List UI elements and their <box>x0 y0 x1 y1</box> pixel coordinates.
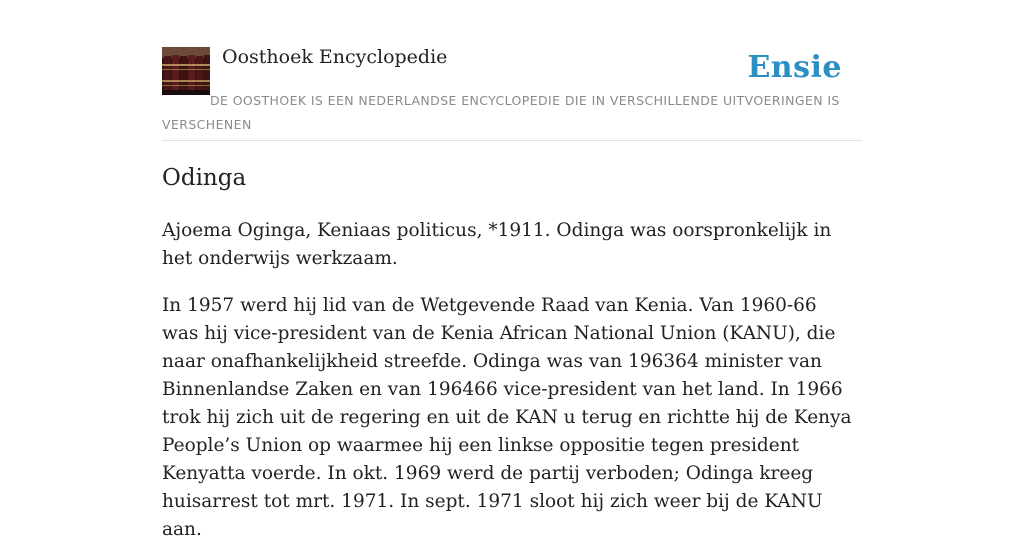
encyclopedia-books-icon[interactable] <box>162 47 210 95</box>
article <box>162 160 852 544</box>
article-title: Odinga <box>162 165 247 191</box>
article-paragraph: Ajoema Oginga, Keniaas politicus, *1911. Odinga was oorspronkelijk in het onderwijs werkzaam. <box>162 220 832 269</box>
source-description: DE OOSTHOEK IS EEN NEDERLANDSE ENCYCLOPEDIE DIE IN VERSCHILLENDE UITVOERINGEN IS VERSCHENEN <box>162 93 840 132</box>
source-title[interactable]: Oosthoek Encyclopedie <box>222 46 448 68</box>
brand-logo[interactable]: Ensie <box>747 50 842 85</box>
source-header <box>162 0 862 141</box>
article-paragraph: In 1957 werd hij lid van de Wetgevende Raad van Kenia. Van 1960-66 was hij vice-president van de Kenia African National Union (KANU), die naar onafhankelijkheid streefde. Odinga was van 196364 minister van Binnenlandse Zaken en van 196466 vice-president van het land. In 1966 trok hij zich uit de regering en uit de KAN u terug en richtte hij de Kenya People’s Union op waarmee hij een linkse oppositie tegen president Kenyatta voerde. In okt. 1969 werd de partij verboden; Odinga kreeg huisarrest tot mrt. 1971. In sept. 1971 sloot hij zich weer bij de KANU aan. <box>162 295 852 540</box>
encyclopedia-books-image <box>162 47 210 95</box>
